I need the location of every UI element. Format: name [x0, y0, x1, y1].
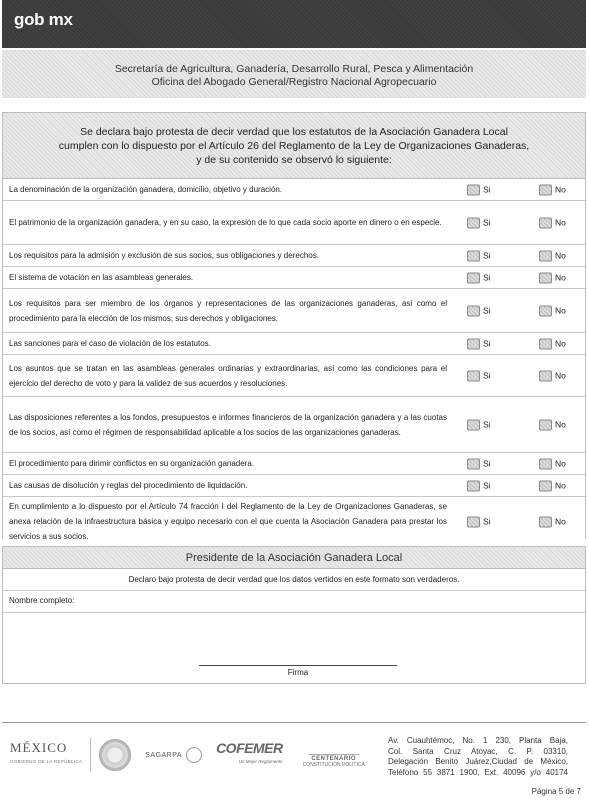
- signature-area[interactable]: [3, 613, 585, 683]
- sagarpa-seal-icon: [186, 747, 202, 763]
- si-checkbox[interactable]: [467, 217, 480, 228]
- no-checkbox[interactable]: [539, 184, 552, 195]
- si-option[interactable]: Si: [467, 250, 491, 261]
- no-option[interactable]: No: [539, 305, 566, 316]
- declaration-intro: [3, 113, 585, 179]
- no-option[interactable]: No: [539, 184, 566, 195]
- no-checkbox[interactable]: [539, 370, 552, 381]
- si-option[interactable]: Si: [467, 458, 491, 469]
- no-checkbox[interactable]: [539, 217, 552, 228]
- si-option[interactable]: Si: [467, 516, 491, 527]
- no-checkbox[interactable]: [539, 250, 552, 261]
- checklist-row-conflictos: [3, 453, 585, 475]
- cofemer-logo: COFEMER Un Mejor Reglamento: [216, 740, 283, 764]
- agency-name: Secretaría de Agricultura, Ganadería, Desarrollo Rural, Pesca y Alimentación: [114, 63, 474, 75]
- no-option[interactable]: No: [539, 516, 566, 527]
- si-checkbox[interactable]: [467, 272, 480, 283]
- intro-line: cumplen con lo dispuesto por el Artículo 26 del Reglamento de la Ley de Organizaciones Ganaderas,: [58, 140, 530, 152]
- footer-address: Av. Cuauhtémoc, No. 1 230, Planta Baja, Col. Santa Cruz Atoyac, C. P. 03310, Delegación Benito Juárez,Ciudad de México, Teléfono 55 3871 1900, Ext. 40096 y/o 40174: [388, 736, 568, 777]
- checklist-row-fondos: [3, 397, 585, 453]
- gobmx-logo[interactable]: gob mx: [14, 10, 73, 29]
- no-checkbox[interactable]: [539, 338, 552, 349]
- checklist-item-text: En cumplimiento a lo dispuesto por el Artículo 74 fracción I del Reglamento de la Ley de Organizaciones Ganaderas, se anexa relación de la infraestructura básica y equipo necesario con el que cuenta la Asociación Ganadera para prestar los servicios a sus socios.: [9, 502, 447, 541]
- si-option[interactable]: Si: [467, 217, 491, 228]
- checklist-row-infraestructura: [3, 497, 585, 546]
- si-option[interactable]: Si: [467, 272, 491, 283]
- si-checkbox[interactable]: [467, 184, 480, 195]
- full-name-field[interactable]: [3, 591, 585, 613]
- president-title: Presidente de la Asociación Ganadera Local: [3, 547, 585, 569]
- footer-divider: [2, 722, 586, 723]
- no-checkbox[interactable]: [539, 480, 552, 491]
- checklist-item-text: Las disposiciones referentes a los fondos, presupuestos e informes financieros de la organización ganadera y a las cuotas de los socios, así como el régimen de responsabilidad aplicable a los socios de las organizaciones ganaderas.: [9, 412, 447, 437]
- declaration-section: [2, 112, 586, 539]
- checklist-row-disolucion: [3, 475, 585, 497]
- si-option[interactable]: Si: [467, 184, 491, 195]
- si-checkbox[interactable]: [467, 516, 480, 527]
- si-option[interactable]: Si: [467, 370, 491, 381]
- checklist-row-requisitos-miembro: [3, 289, 585, 333]
- no-option[interactable]: No: [539, 338, 566, 349]
- checklist-item-text: El sistema de votación en las asambleas generales.: [9, 273, 194, 282]
- checklist-row-denominacion: [3, 179, 585, 201]
- checklist-item-text: El procedimiento para dirimir conflictos en su organización ganadera.: [9, 459, 255, 468]
- no-checkbox[interactable]: [539, 516, 552, 527]
- checklist-item-text: Las causas de disolución y reglas del procedimiento de liquidación.: [9, 481, 248, 490]
- no-option[interactable]: No: [539, 419, 566, 430]
- checklist-item-text: Las sanciones para el caso de violación de los estatutos.: [9, 339, 211, 348]
- si-checkbox[interactable]: [467, 480, 480, 491]
- no-option[interactable]: No: [539, 480, 566, 491]
- no-checkbox[interactable]: [539, 272, 552, 283]
- intro-line: y de su contenido se observó lo siguiente:: [196, 154, 392, 166]
- centenario-logo: CENTENARIO CONSTITUCIÓN POLÍTICA: [303, 743, 365, 768]
- si-option[interactable]: Si: [467, 419, 491, 430]
- signature-label: Firma: [287, 668, 309, 677]
- full-name-label: Nombre completo:: [9, 596, 75, 605]
- mexico-logo: MÉXICO GOBIERNO DE LA REPÚBLICA: [10, 740, 83, 764]
- sagarpa-logo: SAGARPA: [145, 751, 183, 759]
- si-checkbox[interactable]: [467, 419, 480, 430]
- checklist-row-requisitos-admision: [3, 245, 585, 267]
- no-checkbox[interactable]: [539, 305, 552, 316]
- agency-office: Oficina del Abogado General/Registro Nacional Agropecuario: [151, 76, 437, 88]
- si-option[interactable]: Si: [467, 480, 491, 491]
- checklist-item-text: Los asuntos que se tratan en las asambleas generales ordinarias y extraordinarias, así como las condiciones para el ejercicio del derecho de voto y para la validez de sus acuerdos y resoluciones.: [9, 363, 447, 388]
- si-checkbox[interactable]: [467, 338, 480, 349]
- checklist-row-sistema-votacion: [3, 267, 585, 289]
- no-checkbox[interactable]: [539, 458, 552, 469]
- si-option[interactable]: Si: [467, 305, 491, 316]
- no-option[interactable]: No: [539, 370, 566, 381]
- no-option[interactable]: No: [539, 217, 566, 228]
- no-option[interactable]: No: [539, 458, 566, 469]
- si-checkbox[interactable]: [467, 458, 480, 469]
- centenario-emblem-icon: [309, 743, 359, 755]
- si-checkbox[interactable]: [467, 305, 480, 316]
- si-option[interactable]: Si: [467, 338, 491, 349]
- checklist-item-text: Los requisitos para la admisión y exclusión de sus socios, sus obligaciones y derechos.: [9, 251, 319, 260]
- checklist-row-patrimonio: [3, 201, 585, 245]
- no-option[interactable]: No: [539, 272, 566, 283]
- footer-logos: [10, 732, 365, 778]
- no-checkbox[interactable]: [539, 419, 552, 430]
- logo-separator: [90, 738, 91, 772]
- checklist-item-text: El patrimonio de la organización ganadera, y en su caso, la expresión de lo que cada socio aporte en dinero o en especie.: [9, 218, 442, 227]
- checklist-row-asuntos-asambleas: [3, 355, 585, 397]
- checklist-row-sanciones: [3, 333, 585, 355]
- page-number: Página 5 de 7: [531, 787, 581, 796]
- president-section: [2, 546, 586, 684]
- checklist-item-text: Los requisitos para ser miembro de los órganos y representaciones de las organizaciones ganaderas, así como el procedimiento para la elección de los mismos, sus derechos y obligaciones.: [9, 298, 447, 323]
- national-seal-icon: [99, 739, 131, 771]
- header-bar: [2, 0, 586, 48]
- checklist-item-text: La denominación de la organización ganadera, domicilio, objetivo y duración.: [9, 185, 283, 194]
- si-checkbox[interactable]: [467, 250, 480, 261]
- intro-line: Se declara bajo protesta de decir verdad que los estatutos de la Asociación Ganadera Local: [80, 126, 508, 138]
- no-option[interactable]: No: [539, 250, 566, 261]
- president-declaration: Declaro bajo protesta de decir verdad que los datos vertidos en este formato son verdaderos.: [3, 569, 585, 591]
- si-checkbox[interactable]: [467, 370, 480, 381]
- agency-header: [2, 50, 586, 98]
- signature-line: [199, 665, 397, 666]
